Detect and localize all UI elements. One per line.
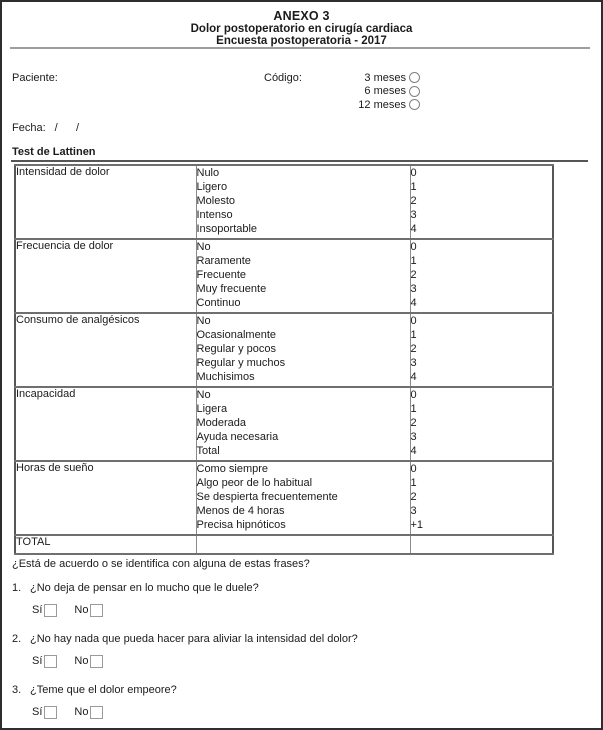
question-number: 3. xyxy=(12,684,22,696)
code-option-label: 6 meses xyxy=(364,85,406,98)
score-value: +1 xyxy=(410,519,424,531)
radio-button[interactable] xyxy=(409,72,420,83)
option-label: Raramente xyxy=(196,255,251,267)
scores-cell xyxy=(410,461,553,535)
option-label: Ayuda necesaria xyxy=(196,431,279,443)
page-title: ANEXO 3 xyxy=(273,9,330,23)
code-option xyxy=(354,85,420,99)
question-text: ¿No deja de pensar en lo mucho que le duele? xyxy=(30,582,259,594)
score-value: 2 xyxy=(410,491,417,503)
score-value: 4 xyxy=(410,223,417,235)
score-value: 0 xyxy=(410,463,417,475)
option-label: No xyxy=(196,315,211,327)
score-value: 0 xyxy=(410,389,417,401)
option-label: Nulo xyxy=(196,167,220,179)
code-options-group xyxy=(354,71,420,112)
category-cell: Horas de sueño xyxy=(15,461,196,535)
score-value: 1 xyxy=(410,181,417,193)
table-row xyxy=(15,461,553,535)
score-value: 1 xyxy=(410,403,417,415)
question-line xyxy=(12,582,593,595)
yes-checkbox[interactable] xyxy=(44,655,57,668)
questions-intro: ¿Está de acuerdo o se identifica con alguna de estas frases? xyxy=(12,558,310,570)
score-value: 4 xyxy=(410,371,417,383)
page-edition: Encuesta postoperatoria - 2017 xyxy=(216,35,387,47)
yes-checkbox[interactable] xyxy=(44,604,57,617)
options-cell xyxy=(196,313,410,387)
no-label: No xyxy=(74,604,89,616)
score-value: 4 xyxy=(410,297,417,309)
form-header xyxy=(2,9,601,47)
date-row xyxy=(12,122,79,134)
question-item xyxy=(12,582,593,617)
option-label: Total xyxy=(196,445,220,457)
no-checkbox[interactable] xyxy=(90,604,103,617)
code-option xyxy=(354,98,420,112)
no-label: No xyxy=(74,655,89,667)
option-label: Muy frecuente xyxy=(196,283,267,295)
page-subtitle: Dolor postoperatorio en cirugía cardiaca xyxy=(190,23,413,35)
option-label: Regular y pocos xyxy=(196,343,276,355)
score-value: 0 xyxy=(410,167,417,179)
option-label: Menos de 4 horas xyxy=(196,505,285,517)
yes-label: Sí xyxy=(32,706,43,718)
date-value: / / xyxy=(54,122,80,134)
question-item xyxy=(12,633,593,668)
code-option xyxy=(354,71,420,85)
radio-button[interactable] xyxy=(409,86,420,97)
patient-label: Paciente: xyxy=(12,72,58,84)
lattinen-title-divider xyxy=(11,160,588,162)
lattinen-body xyxy=(15,165,553,535)
option-label: Insoportable xyxy=(196,223,258,235)
question-text: ¿Teme que el dolor empeore? xyxy=(30,684,177,696)
score-value: 3 xyxy=(410,357,417,369)
question-line xyxy=(12,684,593,697)
option-label: Precisa hipnóticos xyxy=(196,519,286,531)
lattinen-title: Test de Lattinen xyxy=(12,146,96,158)
option-label: Regular y muchos xyxy=(196,357,286,369)
option-label: Ocasionalmente xyxy=(196,329,276,341)
score-value: 3 xyxy=(410,431,417,443)
score-value: 1 xyxy=(410,255,417,267)
total-row xyxy=(15,535,553,554)
option-label: Moderada xyxy=(196,417,247,429)
option-label: Continuo xyxy=(196,297,241,309)
option-label: Muchisimos xyxy=(196,371,255,383)
yes-no-row xyxy=(12,654,593,668)
category-cell: Frecuencia de dolor xyxy=(15,239,196,313)
radio-button[interactable] xyxy=(409,99,420,110)
total-label-cell: TOTAL xyxy=(15,535,196,554)
option-label: Ligero xyxy=(196,181,228,193)
code-label: Código: xyxy=(264,72,302,84)
code-option-label: 12 meses xyxy=(358,98,406,111)
table-row xyxy=(15,165,553,239)
table-row xyxy=(15,239,553,313)
no-checkbox[interactable] xyxy=(90,706,103,719)
option-label: No xyxy=(196,389,211,401)
category-cell: Consumo de analgésicos xyxy=(15,313,196,387)
total-options-cell xyxy=(196,535,410,554)
question-text: ¿No hay nada que pueda hacer para aliviar la intensidad del dolor? xyxy=(30,633,358,645)
options-cell xyxy=(196,461,410,535)
score-value: 4 xyxy=(410,445,417,457)
score-value: 1 xyxy=(410,329,417,341)
yes-label: Sí xyxy=(32,604,43,616)
options-cell xyxy=(196,239,410,313)
option-label: Ligera xyxy=(196,403,228,415)
option-label: Intenso xyxy=(196,209,233,221)
table-row xyxy=(15,387,553,461)
option-label: Algo peor de lo habitual xyxy=(196,477,313,489)
option-label: Molesto xyxy=(196,195,236,207)
question-item xyxy=(12,684,593,719)
option-label: Se despierta frecuentemente xyxy=(196,491,338,503)
category-cell: Incapacidad xyxy=(15,387,196,461)
no-checkbox[interactable] xyxy=(90,655,103,668)
code-option-label: 3 meses xyxy=(364,71,406,84)
question-number: 1. xyxy=(12,582,22,594)
question-line xyxy=(12,633,593,646)
yes-checkbox[interactable] xyxy=(44,706,57,719)
option-label: No xyxy=(196,241,211,253)
options-cell xyxy=(196,165,410,239)
lattinen-table xyxy=(14,164,554,555)
yes-no-row xyxy=(12,705,593,719)
date-label: Fecha: xyxy=(12,122,46,134)
category-cell: Intensidad de dolor xyxy=(15,165,196,239)
score-value: 0 xyxy=(410,315,417,327)
no-label: No xyxy=(74,706,89,718)
scores-cell xyxy=(410,313,553,387)
score-value: 2 xyxy=(410,269,417,281)
scores-cell xyxy=(410,387,553,461)
score-value: 3 xyxy=(410,209,417,221)
option-label: Frecuente xyxy=(196,269,247,281)
score-value: 3 xyxy=(410,505,417,517)
total-score-cell xyxy=(410,535,553,554)
score-value: 3 xyxy=(410,283,417,295)
header-divider xyxy=(10,47,590,49)
score-value: 0 xyxy=(410,241,417,253)
score-value: 2 xyxy=(410,195,417,207)
question-number: 2. xyxy=(12,633,22,645)
yes-no-row xyxy=(12,603,593,617)
option-label: Como siempre xyxy=(196,463,269,475)
score-value: 2 xyxy=(410,343,417,355)
table-row xyxy=(15,313,553,387)
questions-list xyxy=(12,582,593,730)
options-cell xyxy=(196,387,410,461)
yes-label: Sí xyxy=(32,655,43,667)
score-value: 1 xyxy=(410,477,417,489)
scores-cell xyxy=(410,165,553,239)
scores-cell xyxy=(410,239,553,313)
score-value: 2 xyxy=(410,417,417,429)
